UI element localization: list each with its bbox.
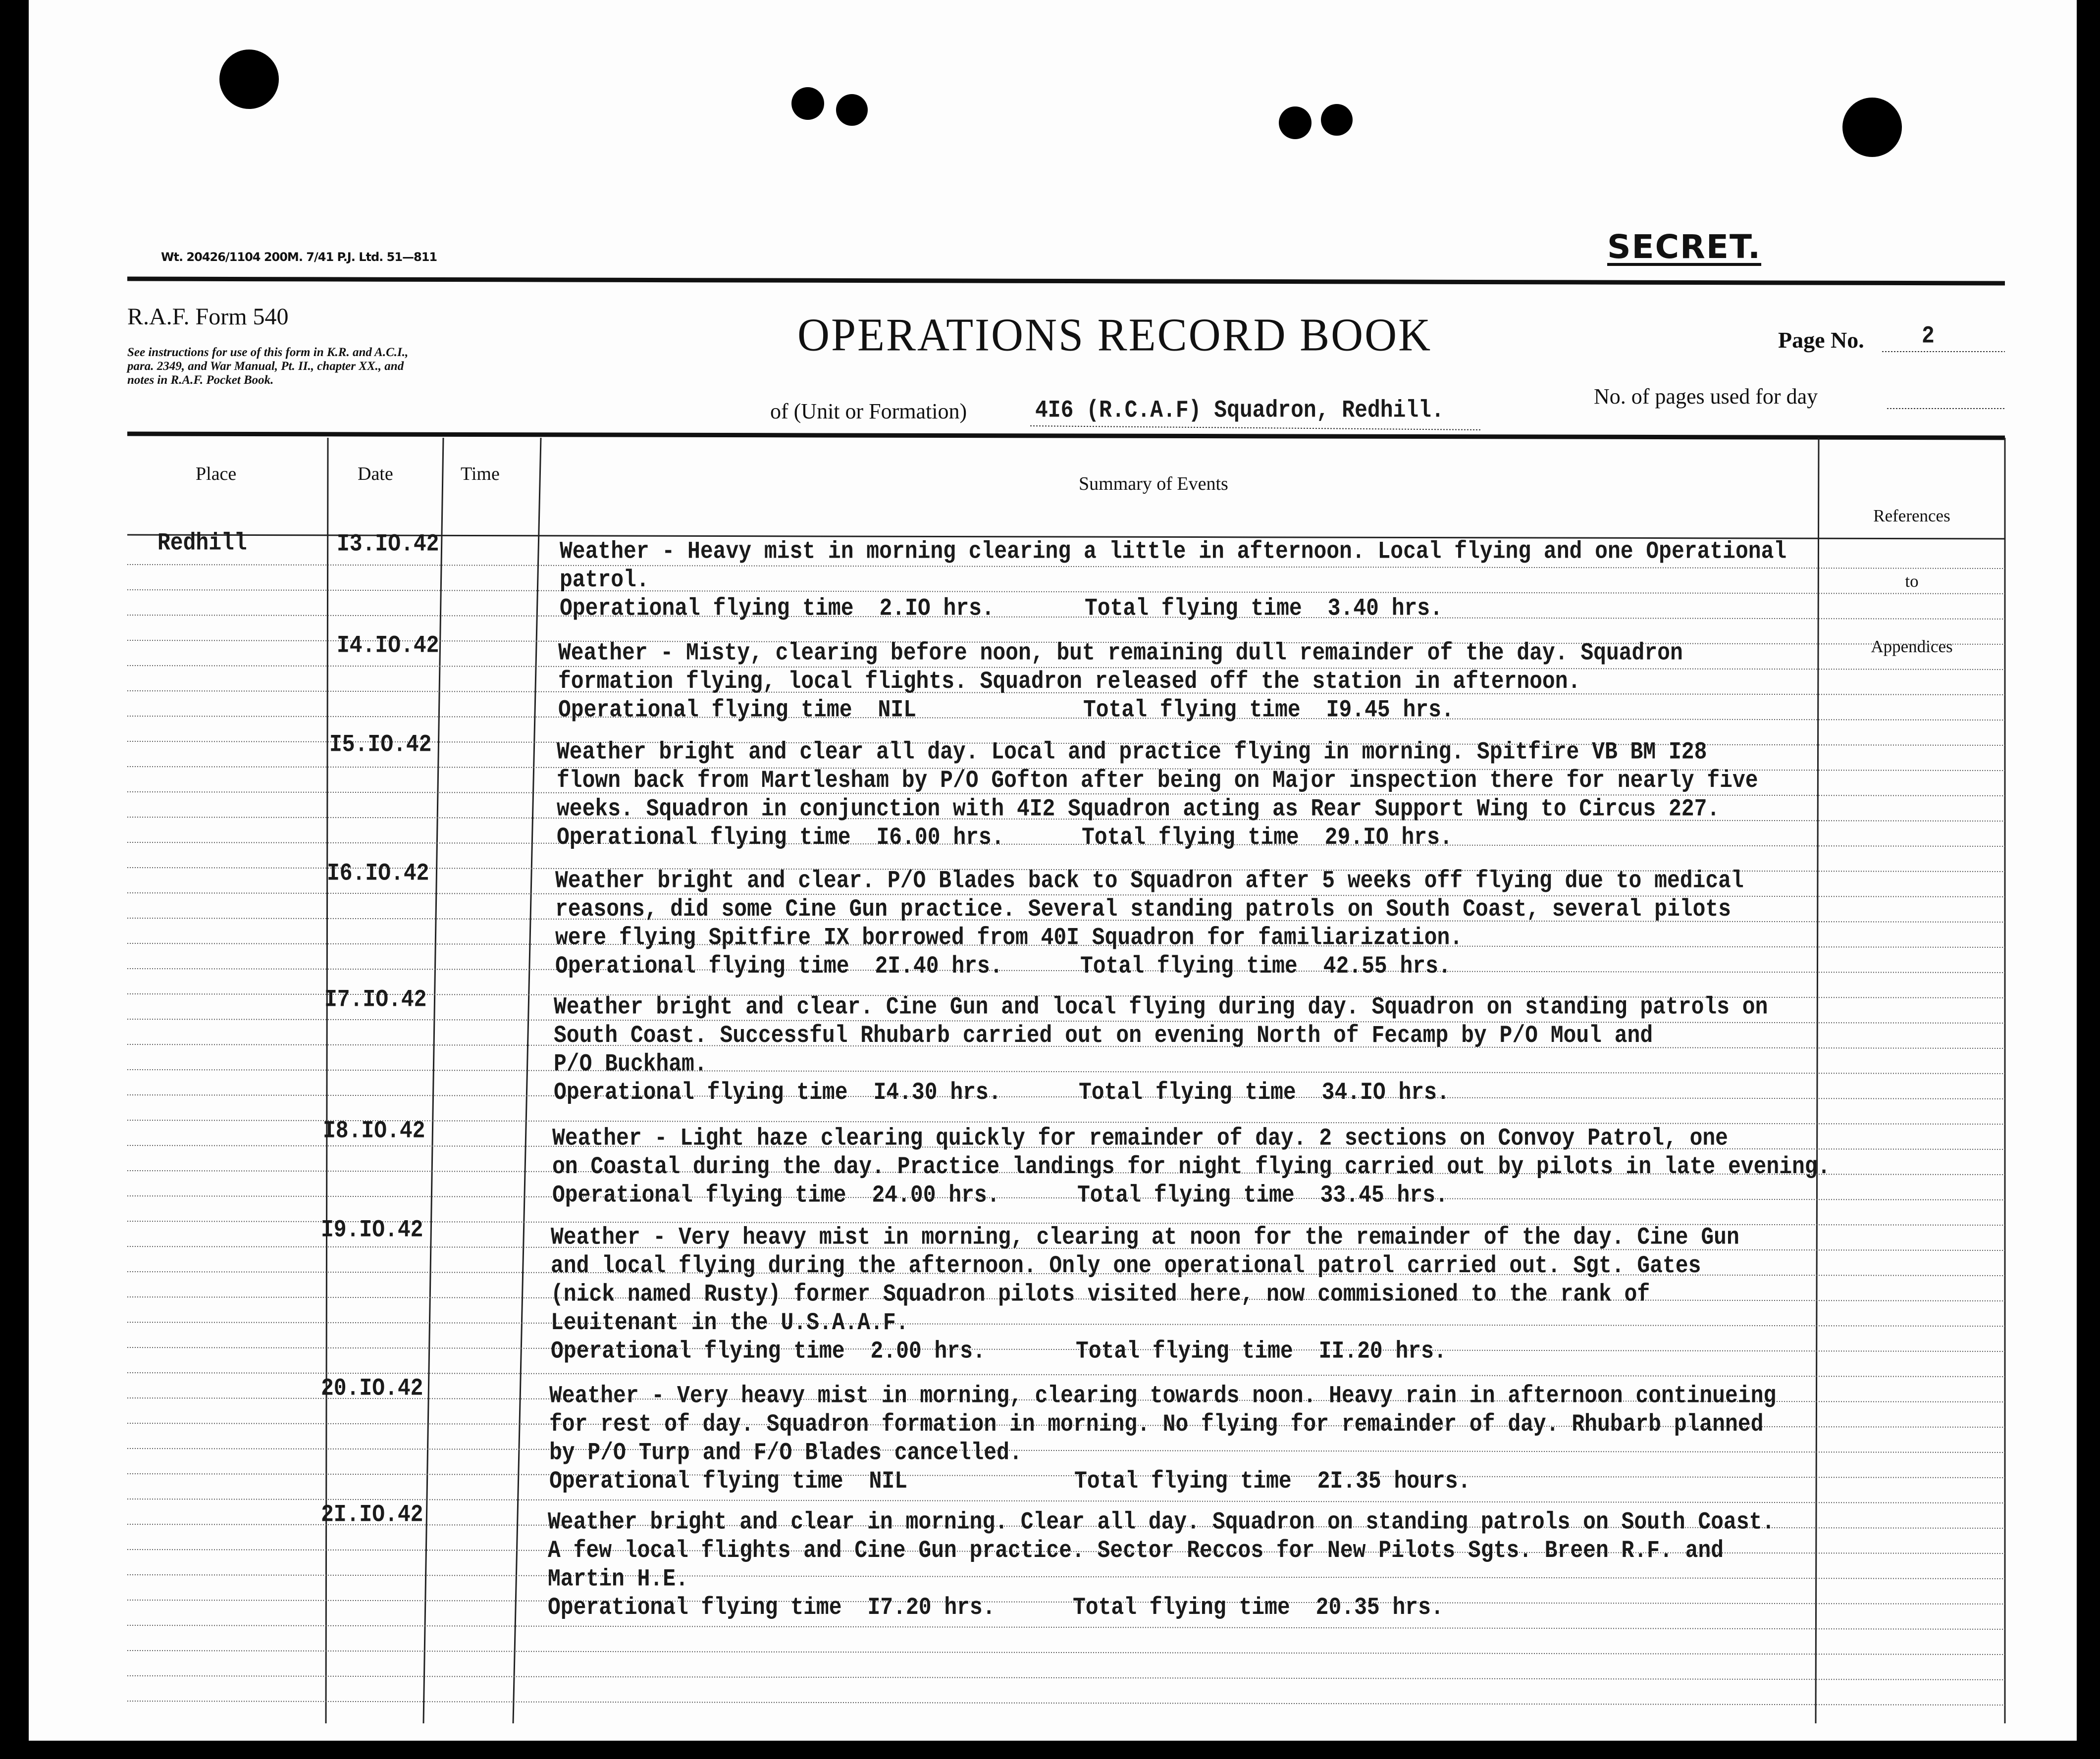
summary-line: for rest of day. Squadron formation in morning. No flying for remainder of day. Rhubarb planned	[549, 1410, 1764, 1438]
summary-line: Weather - Misty, clearing before noon, but remaining dull remainder of the day. Squadron	[558, 639, 1683, 667]
total-time-label: Total flying time	[1085, 594, 1302, 622]
entry-date: I7.IO.42	[324, 985, 427, 1014]
flying-times	[549, 1467, 1776, 1496]
classification-label: SECRET.	[1607, 228, 1762, 266]
total-time-value: 29.IO hrs.	[1324, 823, 1453, 851]
summary-line: reasons, did some Cine Gun practice. Several standing patrols on South Coast, several pilots	[555, 895, 1731, 923]
summary-line: P/O Buckham.	[554, 1050, 707, 1078]
total-time-label: Total flying time	[1079, 1078, 1296, 1106]
flying-times	[551, 1337, 1739, 1366]
entry-summary	[549, 1382, 1776, 1496]
summary-line: Leuitenant in the U.S.A.A.F.	[551, 1308, 909, 1337]
form-number: R.A.F. Form 540	[127, 304, 289, 330]
unit-underline	[1030, 426, 1481, 430]
unit-value: 4I6 (R.C.A.F) Squadron, Redhill.	[1035, 396, 1444, 424]
op-time-label: Operational flying time	[557, 823, 851, 851]
op-time-label: Operational flying time	[551, 1337, 845, 1365]
entry-date: I8.IO.42	[323, 1117, 425, 1145]
page-no-value: 2	[1922, 322, 1935, 350]
summary-line: Weather bright and clear in morning. Clear all day. Squadron on standing patrols on South Coast.	[548, 1508, 1775, 1536]
instructions-line: para. 2349, and War Manual, Pt. II., chapter XX., and	[127, 360, 404, 373]
op-time-label: Operational flying time	[560, 594, 854, 622]
summary-line: patrol.	[560, 566, 649, 594]
entry-date: I9.IO.42	[321, 1216, 423, 1244]
entry-date: I3.IO.42	[337, 530, 439, 558]
summary-line: weeks. Squadron in conjunction with 4I2 Squadron acting as Rear Support Wing to Circus 227.	[557, 795, 1720, 823]
total-time-value: 3.40 hrs.	[1327, 594, 1443, 622]
flying-times	[557, 824, 1758, 852]
entry-summary	[548, 1508, 1775, 1622]
entry-date: I4.IO.42	[337, 631, 439, 660]
op-time-value: I7.20 hrs.	[867, 1593, 996, 1621]
flying-times	[560, 594, 1786, 623]
total-time-group	[1076, 1337, 1447, 1365]
summary-line: on Coastal during the day. Practice landings for night flying carried out by pilots in late evening.	[552, 1152, 1831, 1181]
column-header-place: Place	[196, 464, 237, 484]
summary-line: Weather - Very heavy mist in morning, clearing at noon for the remainder of the day. Cine Gun	[551, 1223, 1739, 1251]
entry-summary	[560, 537, 1786, 623]
page-no-label: Page No.	[1778, 327, 1864, 353]
op-time-label: Operational flying time	[554, 1078, 848, 1106]
summary-line: Weather - Light haze clearing quickly for remainder of day. 2 sections on Convoy Patrol, one	[552, 1124, 1728, 1152]
total-time-label: Total flying time	[1076, 1337, 1293, 1365]
total-time-value: 2I.35 hours.	[1317, 1467, 1471, 1495]
summary-line: (nick named Rusty) former Squadron pilots visited here, now commisioned to the rank of	[551, 1280, 1650, 1308]
col-line-summary-refs	[1816, 438, 1819, 1723]
ruled-line	[127, 1701, 2005, 1705]
summary-line: Martin H.E.	[548, 1565, 688, 1593]
summary-line: flown back from Martlesham by P/O Gofton after being on Major inspection there for nearly five	[557, 766, 1758, 794]
flying-times	[555, 952, 1744, 981]
unit-label: of (Unit or Formation)	[770, 399, 967, 423]
total-time-value: 34.IO hrs.	[1321, 1078, 1450, 1106]
summary-line: Weather bright and clear. P/O Blades back to Squadron after 5 weeks off flying due to medical	[555, 867, 1744, 895]
col-line-place-date	[326, 438, 328, 1723]
entry-date: I5.IO.42	[329, 730, 432, 759]
op-time-label: Operational flying time	[552, 1181, 846, 1209]
summary-line: formation flying, local flights. Squadron released off the station in afternoon.	[558, 667, 1581, 695]
summary-line: Weather bright and clear all day. Local and practice flying in morning. Spitfire VB BM I28	[557, 738, 1707, 766]
column-header-summary: Summary of Events	[1079, 473, 1228, 494]
flying-times	[548, 1594, 1775, 1622]
ruled-line	[127, 1651, 2005, 1655]
op-time-value: 24.00 hrs.	[872, 1181, 1000, 1209]
total-time-label: Total flying time	[1074, 1467, 1292, 1495]
flying-times	[554, 1079, 1768, 1107]
flying-times	[552, 1181, 1830, 1210]
total-time-group	[1073, 1594, 1444, 1621]
summary-line: by P/O Turp and F/O Blades cancelled.	[549, 1439, 1022, 1467]
total-time-label: Total flying time	[1077, 1181, 1295, 1209]
references-line: References	[1873, 506, 1950, 525]
total-time-value: I9.45 hrs.	[1326, 696, 1454, 724]
total-time-group	[1079, 1079, 1450, 1106]
references-line: Appendices	[1871, 637, 1953, 656]
total-time-group	[1085, 594, 1443, 622]
op-time-value: 2I.40 hrs.	[875, 952, 1003, 980]
summary-line: Weather - Heavy mist in morning clearing a little in afternoon. Local flying and one Operational	[560, 537, 1787, 566]
total-time-value: II.20 hrs.	[1318, 1337, 1447, 1365]
ruled-line	[127, 1676, 2005, 1680]
op-time-value: I6.00 hrs.	[876, 823, 1004, 851]
op-time-value: I4.30 hrs.	[873, 1078, 1001, 1106]
col-line-time-summary	[513, 438, 541, 1723]
summary-line: were flying Spitfire IX borrowed from 40I Squadron for familiarization.	[555, 924, 1463, 952]
instructions-line: See instructions for use of this form in K.R. and A.C.I.,	[127, 346, 409, 359]
column-header-time: Time	[461, 464, 500, 484]
total-time-group	[1080, 952, 1451, 980]
total-time-value: 42.55 hrs.	[1323, 952, 1451, 980]
entry-summary	[551, 1223, 1739, 1366]
op-time-value: NIL	[878, 696, 916, 724]
column-header-date: Date	[358, 464, 393, 484]
summary-line: Weather bright and clear. Cine Gun and local flying during day. Squadron on standing patrols on	[554, 993, 1768, 1021]
total-time-group	[1077, 1181, 1448, 1209]
total-time-label: Total flying time	[1073, 1593, 1290, 1621]
total-time-label: Total flying time	[1082, 823, 1299, 851]
page-title: OPERATIONS RECORD BOOK	[797, 309, 1432, 361]
total-time-label: Total flying time	[1083, 696, 1301, 724]
instructions-line: notes in R.A.F. Pocket Book.	[127, 373, 274, 387]
op-time-value: 2.IO hrs.	[879, 594, 995, 622]
total-time-value: 33.45 hrs.	[1320, 1181, 1448, 1209]
op-time-value: 2.00 hrs.	[870, 1337, 986, 1365]
total-time-group	[1083, 696, 1454, 724]
ruled-line	[127, 1625, 2005, 1629]
total-time-value: 20.35 hrs.	[1315, 1593, 1444, 1621]
references-line: to	[1905, 571, 1919, 591]
entry-summary	[552, 1124, 1830, 1210]
op-time-label: Operational flying time	[558, 696, 852, 724]
top-rule	[127, 279, 2005, 283]
total-time-group	[1074, 1467, 1470, 1495]
op-time-label: Operational flying time	[555, 952, 849, 980]
total-time-group	[1082, 824, 1453, 851]
op-time-label: Operational flying time	[549, 1467, 843, 1495]
place-value: Redhill	[158, 529, 247, 557]
entry-summary	[555, 867, 1744, 981]
pages-used-label: No. of pages used for day	[1594, 384, 1818, 409]
total-time-label: Total flying time	[1080, 952, 1298, 980]
op-time-value: NIL	[869, 1467, 907, 1495]
entry-date: I6.IO.42	[327, 859, 429, 887]
entry-summary	[554, 993, 1768, 1107]
entry-summary	[558, 639, 1683, 724]
summary-line: South Coast. Successful Rhubarb carried out on evening North of Fecamp by P/O Moul and	[554, 1021, 1653, 1049]
entry-date: 20.IO.42	[321, 1374, 423, 1402]
op-time-label: Operational flying time	[548, 1593, 842, 1621]
entry-summary	[557, 738, 1758, 852]
summary-line: and local flying during the afternoon. Only one operational patrol carried out. Sgt. Gates	[551, 1251, 1701, 1280]
summary-line: A few local flights and Cine Gun practice. Sector Reccos for New Pilots Sgts. Breen R.F. and	[548, 1536, 1724, 1564]
summary-line: Weather - Very heavy mist in morning, clearing towards noon. Heavy rain in afternoon continueing	[549, 1382, 1777, 1410]
print-line: Wt. 20426/1104 200M. 7/41 P.J. Ltd. 51—811	[161, 250, 437, 264]
header-rule	[127, 434, 2005, 438]
entry-date: 2I.IO.42	[321, 1500, 423, 1529]
flying-times	[558, 696, 1683, 724]
col-line-date-time	[423, 438, 443, 1723]
